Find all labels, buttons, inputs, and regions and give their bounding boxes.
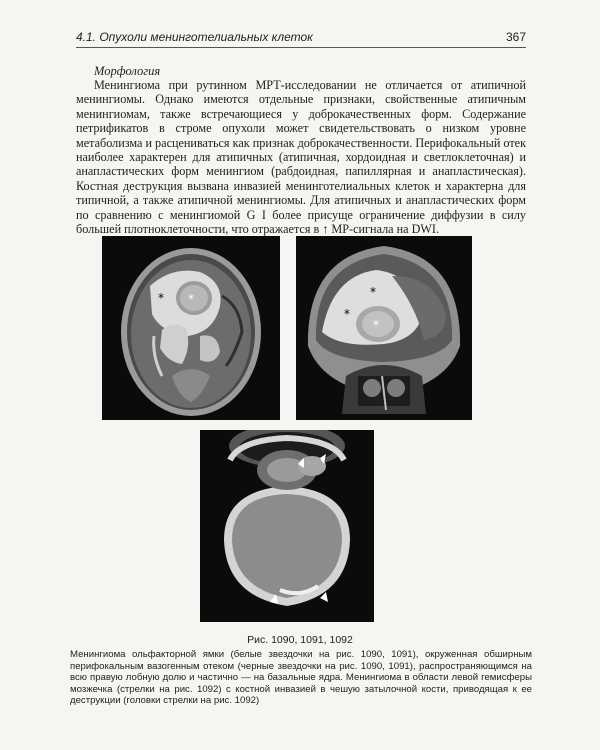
svg-text:*: * — [344, 307, 350, 321]
mri-axial-image — [102, 236, 280, 420]
section-heading: Морфология — [94, 64, 161, 78]
ct-axial-image — [200, 430, 374, 622]
page-number: 367 — [505, 30, 526, 44]
ct-axial-drawing — [200, 430, 374, 622]
svg-text:*: * — [373, 318, 379, 332]
body-paragraph: Менингиома при рутинном МРТ-исследовании не отличается от атипичной менингиомы. Однако имеются отдельные признаки, свойственные атипичным менингиомам, также встречающиеся у доброкачественных форм. Содержание петрификатов в строме опухоли может свидетельствовать о низком уровне метаболизма и расцениваться как признак доброкачественности. Перифокальный отек наиболее характерен для атипичных (атипичная, хордоидная и светлоклеточная) и анапластических форм менингиом (рабдоидная, папиллярная и анапластическая). Костная деструкция вызвана инвазией менинготелиальных клеток и характерна для типичной, а также атипичной менингиомы. Для атипичных и анапластических форм по сравнению с менингиомой G I более присуще ограничение диффузии в силу большей плотноклеточности, что отражается в ↑ МР-сигнала на DWI. — [76, 78, 526, 237]
header-section-title: 4.1. Опухоли менинготелиальных клеток — [76, 30, 313, 44]
mri-coronal-drawing — [296, 236, 472, 420]
svg-text:*: * — [188, 292, 194, 306]
figure-caption: Менингиома ольфакторной ямки (белые звездочки на рис. 1090, 1091), окруженная обширным перифокальным вазогенным отеком (черные звездочки на рис. 1090, 1091), распространяющимся на всю правую лобную долю и частично — на базальные ядра. Менингиома в области левой гемисферы мозжечка (стрелки на рис. 1092) с костной инвазией в чешую затылочной кости, приводящая к ее деструкции (головки стрелки на рис. 1092) — [70, 649, 532, 707]
svg-text:*: * — [158, 291, 164, 305]
mri-coronal-image — [296, 236, 472, 420]
svg-text:*: * — [370, 285, 376, 299]
mri-axial-drawing — [102, 236, 280, 420]
figure-title: Рис. 1090, 1091, 1092 — [247, 634, 353, 646]
running-header — [76, 30, 526, 48]
